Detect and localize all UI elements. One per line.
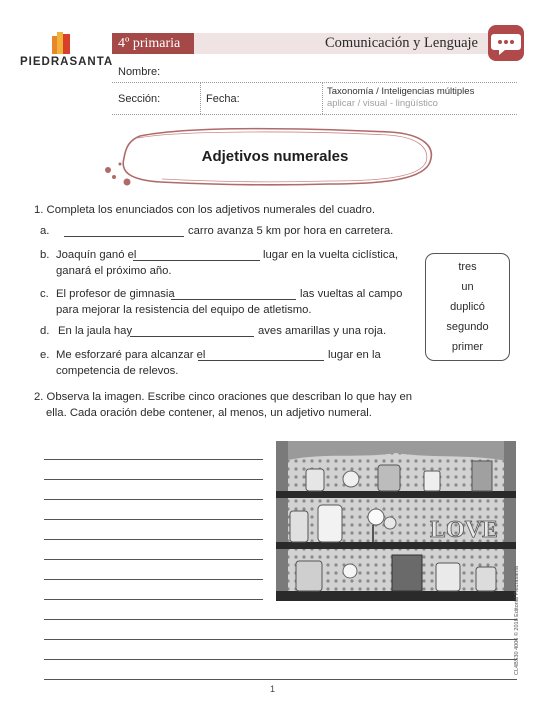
writing-line[interactable] xyxy=(44,479,263,480)
worksheet-title: Adjetivos numerales xyxy=(201,148,349,165)
item-b-text-after: lugar en la vuelta ciclística, xyxy=(263,249,399,261)
name-label: Nombre: xyxy=(118,66,161,78)
grade-label: 4º primaria xyxy=(112,33,194,54)
name-field[interactable] xyxy=(112,82,517,83)
shelf-photo xyxy=(276,441,516,601)
word-bank-item: duplicó xyxy=(450,301,485,313)
item-e-text-before: Me esforzaré para alcanzar el xyxy=(56,349,206,361)
copyright-credit: CL4BS30 4006 © 2018 Editorial Piedrasanta xyxy=(514,566,520,675)
item-letter: c. xyxy=(40,288,49,300)
item-d-text-after: aves amarillas y una roja. xyxy=(258,325,387,337)
section-field[interactable] xyxy=(112,114,517,115)
item-e-continuation: competencia de relevos. xyxy=(56,365,179,377)
word-bank-box xyxy=(425,253,510,361)
item-b-text-before: Joaquín ganó el xyxy=(56,249,137,261)
form-divider xyxy=(200,82,201,114)
item-letter: d. xyxy=(40,325,50,337)
item-e-text-after: lugar en la xyxy=(328,349,381,361)
subject-title: Comunicación y Lenguaje xyxy=(324,35,478,51)
answer-blank-b[interactable] xyxy=(133,249,260,261)
page-number: 1 xyxy=(270,684,276,694)
item-d-text-before: En la jaula hay xyxy=(58,325,133,337)
writing-line[interactable] xyxy=(44,499,263,500)
publisher-logo-text: PIEDRASANTA xyxy=(20,56,114,68)
exercise-2-instruction-line2: ella. Cada oración debe contener, al menos, un adjetivo numeral. xyxy=(46,407,372,419)
section-label: Sección: xyxy=(118,93,161,105)
word-bank-item: primer xyxy=(451,341,484,353)
item-a-text: carro avanza 5 km por hora en carretera. xyxy=(188,225,394,237)
word-bank-item: un xyxy=(461,281,474,293)
exercise-2-instruction-line1: 2. Observa la imagen. Escribe cinco oraciones que describan lo que hay en xyxy=(34,391,413,403)
writing-line[interactable] xyxy=(44,579,263,580)
writing-line[interactable] xyxy=(44,519,263,520)
book-logo-icon xyxy=(48,32,74,56)
exercise-1-instruction: 1. Completa los enunciados con los adjetivos numerales del cuadro. xyxy=(34,204,375,216)
item-c-continuation: para mejorar la resistencia del equipo de atletismo. xyxy=(56,304,312,316)
word-bank-item: segundo xyxy=(446,321,489,333)
item-letter: e. xyxy=(40,349,50,361)
item-c-text-before: El profesor de gimnasia xyxy=(56,288,175,300)
writing-line[interactable] xyxy=(44,679,517,680)
writing-line[interactable] xyxy=(44,619,517,620)
answer-blank-d[interactable] xyxy=(130,325,254,337)
writing-line[interactable] xyxy=(44,459,263,460)
item-c-text-after: las vueltas al campo xyxy=(300,288,403,300)
item-letter: b. xyxy=(40,249,50,261)
writing-line[interactable] xyxy=(44,639,517,640)
item-b-continuation: ganará el próximo año. xyxy=(56,265,172,277)
taxonomy-label: Taxonomía / Inteligencias múltiples xyxy=(327,86,475,97)
answer-blank-e[interactable] xyxy=(198,349,324,361)
writing-line[interactable] xyxy=(44,539,263,540)
speech-bubble-icon xyxy=(487,24,525,62)
item-letter: a. xyxy=(40,225,50,237)
answer-blank-a[interactable] xyxy=(64,225,184,237)
writing-line[interactable] xyxy=(44,659,517,660)
shelf-illustration xyxy=(276,441,516,601)
form-divider xyxy=(322,82,323,114)
love-letters: LOVE xyxy=(429,517,499,543)
date-label: Fecha: xyxy=(206,93,240,105)
word-bank-item: tres xyxy=(458,261,477,273)
writing-line[interactable] xyxy=(44,559,263,560)
taxonomy-value: aplicar / visual - lingüístico xyxy=(327,98,438,109)
answer-blank-c[interactable] xyxy=(171,288,296,300)
writing-line[interactable] xyxy=(44,599,263,600)
